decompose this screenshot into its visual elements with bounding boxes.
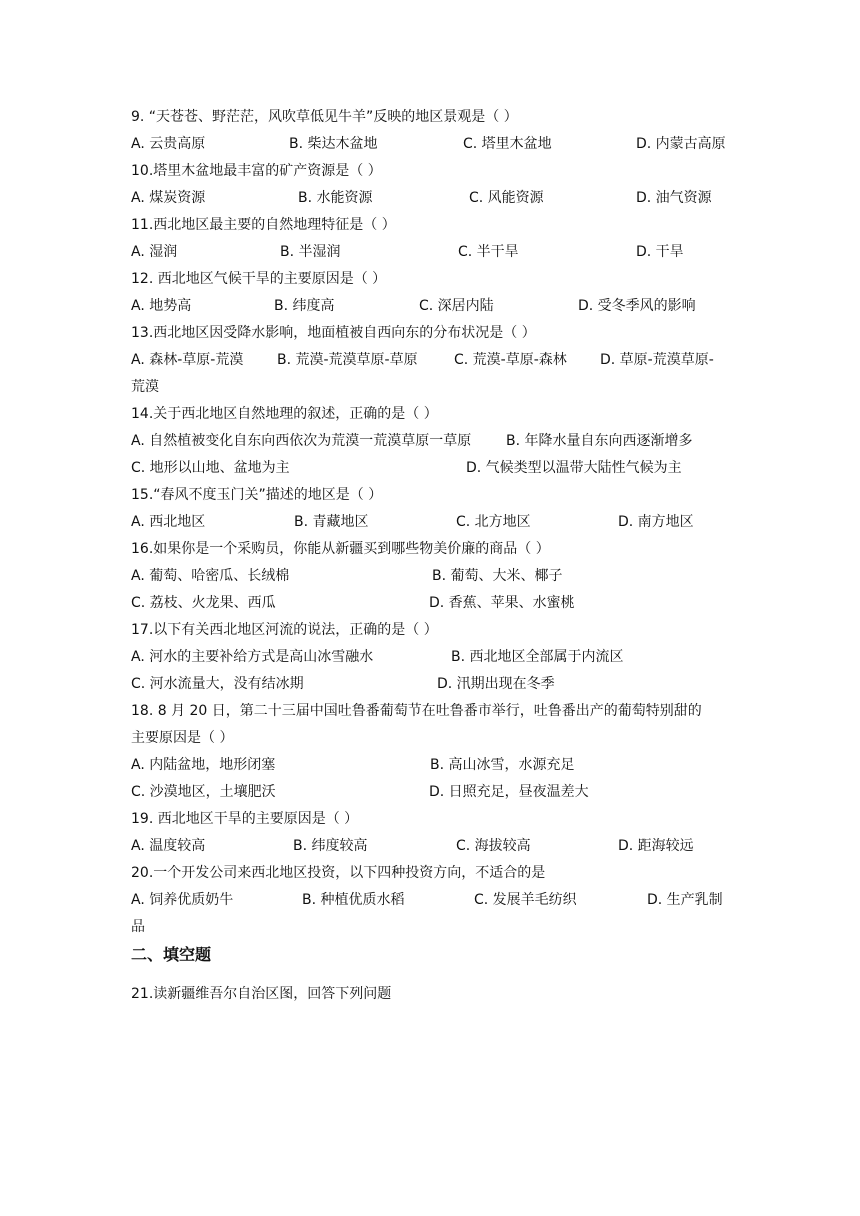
question-12-option-a: A. 地势高 [131, 298, 192, 314]
question-11-option-b: B. 半湿润 [280, 244, 341, 260]
question-13-option-d-wrap: 荒漠 [131, 379, 159, 395]
question-13-option-d: D. 草原-荒漠草原- [600, 352, 714, 368]
question-19-option-b: B. 纬度较高 [293, 838, 368, 854]
question-11-option-d: D. 干旱 [636, 244, 684, 260]
question-11-stem: 11.西北地区最主要的自然地理特征是（ ） [131, 217, 396, 233]
question-18-option-a: A. 内陆盆地，地形闭塞 [131, 757, 276, 773]
question-9-option-d: D. 内蒙古高原 [636, 136, 726, 152]
question-20-option-a: A. 饲养优质奶牛 [131, 892, 234, 908]
question-10-option-a: A. 煤炭资源 [131, 190, 206, 206]
question-10-option-d: D. 油气资源 [636, 190, 712, 206]
question-16-option-b: B. 葡萄、大米、椰子 [432, 568, 563, 584]
question-11-option-c: C. 半干旱 [458, 244, 519, 260]
question-20-option-b: B. 种植优质水稻 [302, 892, 405, 908]
question-18-option-c: C. 沙漠地区，土壤肥沃 [131, 784, 276, 800]
question-19-option-d: D. 距海较远 [618, 838, 694, 854]
question-12-option-d: D. 受冬季风的影响 [578, 298, 696, 314]
question-9-stem: 9. “天苍苍、野茫茫，风吹草低见牛羊”反映的地区景观是（ ） [131, 109, 518, 125]
question-19-option-a: A. 温度较高 [131, 838, 206, 854]
section-heading-fill-in-blank: 二、填空题 [131, 945, 212, 964]
question-15-option-c: C. 北方地区 [456, 514, 531, 530]
question-18-stem-wrap: 主要原因是（ ） [131, 730, 234, 746]
question-13-option-b: B. 荒漠-荒漠草原-草原 [277, 352, 418, 368]
question-14-stem: 14.关于西北地区自然地理的叙述，正确的是（ ） [131, 406, 438, 422]
question-14-option-d: D. 气候类型以温带大陆性气候为主 [466, 460, 682, 476]
question-18-option-d: D. 日照充足，昼夜温差大 [429, 784, 589, 800]
question-14-option-b: B. 年降水量自东向西逐渐增多 [506, 433, 693, 449]
question-12-option-c: C. 深居内陆 [419, 298, 494, 314]
question-17-option-a: A. 河水的主要补给方式是高山冰雪融水 [131, 649, 374, 665]
question-9-option-c: C. 塔里木盆地 [463, 136, 552, 152]
question-14-option-a: A. 自然植被变化自东向西依次为荒漠一荒漠草原一草原 [131, 433, 472, 449]
question-11-option-a: A. 湿润 [131, 244, 178, 260]
question-9-option-b: B. 柴达木盆地 [289, 136, 378, 152]
question-16-stem: 16.如果你是一个采购员，你能从新疆买到哪些物美价廉的商品（ ） [131, 541, 550, 557]
question-17-stem: 17.以下有关西北地区河流的说法，正确的是（ ） [131, 622, 438, 638]
question-10-option-c: C. 风能资源 [469, 190, 544, 206]
question-13-option-c: C. 荒漠-草原-森林 [454, 352, 567, 368]
question-18-stem: 18. 8 月 20 日，第二十三届中国吐鲁番葡萄节在吐鲁番市举行，吐鲁番出产的葡萄特别甜的 [131, 703, 702, 719]
question-12-stem: 12. 西北地区气候干旱的主要原因是（ ） [131, 271, 387, 287]
question-16-option-d: D. 香蕉、苹果、水蜜桃 [429, 595, 575, 611]
question-12-option-b: B. 纬度高 [274, 298, 335, 314]
question-15-option-a: A. 西北地区 [131, 514, 206, 530]
question-15-option-b: B. 青藏地区 [294, 514, 369, 530]
question-17-option-b: B. 西北地区全部属于内流区 [451, 649, 624, 665]
question-14-option-c: C. 地形以山地、盆地为主 [131, 460, 290, 476]
question-16-option-c: C. 荔枝、火龙果、西瓜 [131, 595, 276, 611]
question-17-option-d: D. 汛期出现在冬季 [437, 676, 555, 692]
question-15-option-d: D. 南方地区 [618, 514, 694, 530]
question-10-option-b: B. 水能资源 [298, 190, 373, 206]
question-13-option-a: A. 森林-草原-荒漠 [131, 352, 244, 368]
question-19-stem: 19. 西北地区干旱的主要原因是（ ） [131, 811, 359, 827]
question-21-stem: 21.读新疆维吾尔自治区图，回答下列问题 [131, 986, 392, 1002]
question-17-option-c: C. 河水流量大，没有结冰期 [131, 676, 304, 692]
question-19-option-c: C. 海拔较高 [456, 838, 531, 854]
question-18-option-b: B. 高山冰雪，水源充足 [430, 757, 575, 773]
question-16-option-a: A. 葡萄、哈密瓜、长绒棉 [131, 568, 290, 584]
question-13-stem: 13.西北地区因受降水影响，地面植被自西向东的分布状况是（ ） [131, 325, 536, 341]
question-20-stem: 20.一个开发公司来西北地区投资，以下四种投资方向，不适合的是 [131, 865, 546, 881]
question-20-option-d-wrap: 品 [131, 919, 145, 935]
question-9-option-a: A. 云贵高原 [131, 136, 206, 152]
question-20-option-c: C. 发展羊毛纺织 [474, 892, 577, 908]
question-10-stem: 10.塔里木盆地最丰富的矿产资源是（ ） [131, 163, 382, 179]
question-20-option-d: D. 生产乳制 [647, 892, 723, 908]
question-15-stem: 15.“春风不度玉门关”描述的地区是（ ） [131, 487, 383, 503]
